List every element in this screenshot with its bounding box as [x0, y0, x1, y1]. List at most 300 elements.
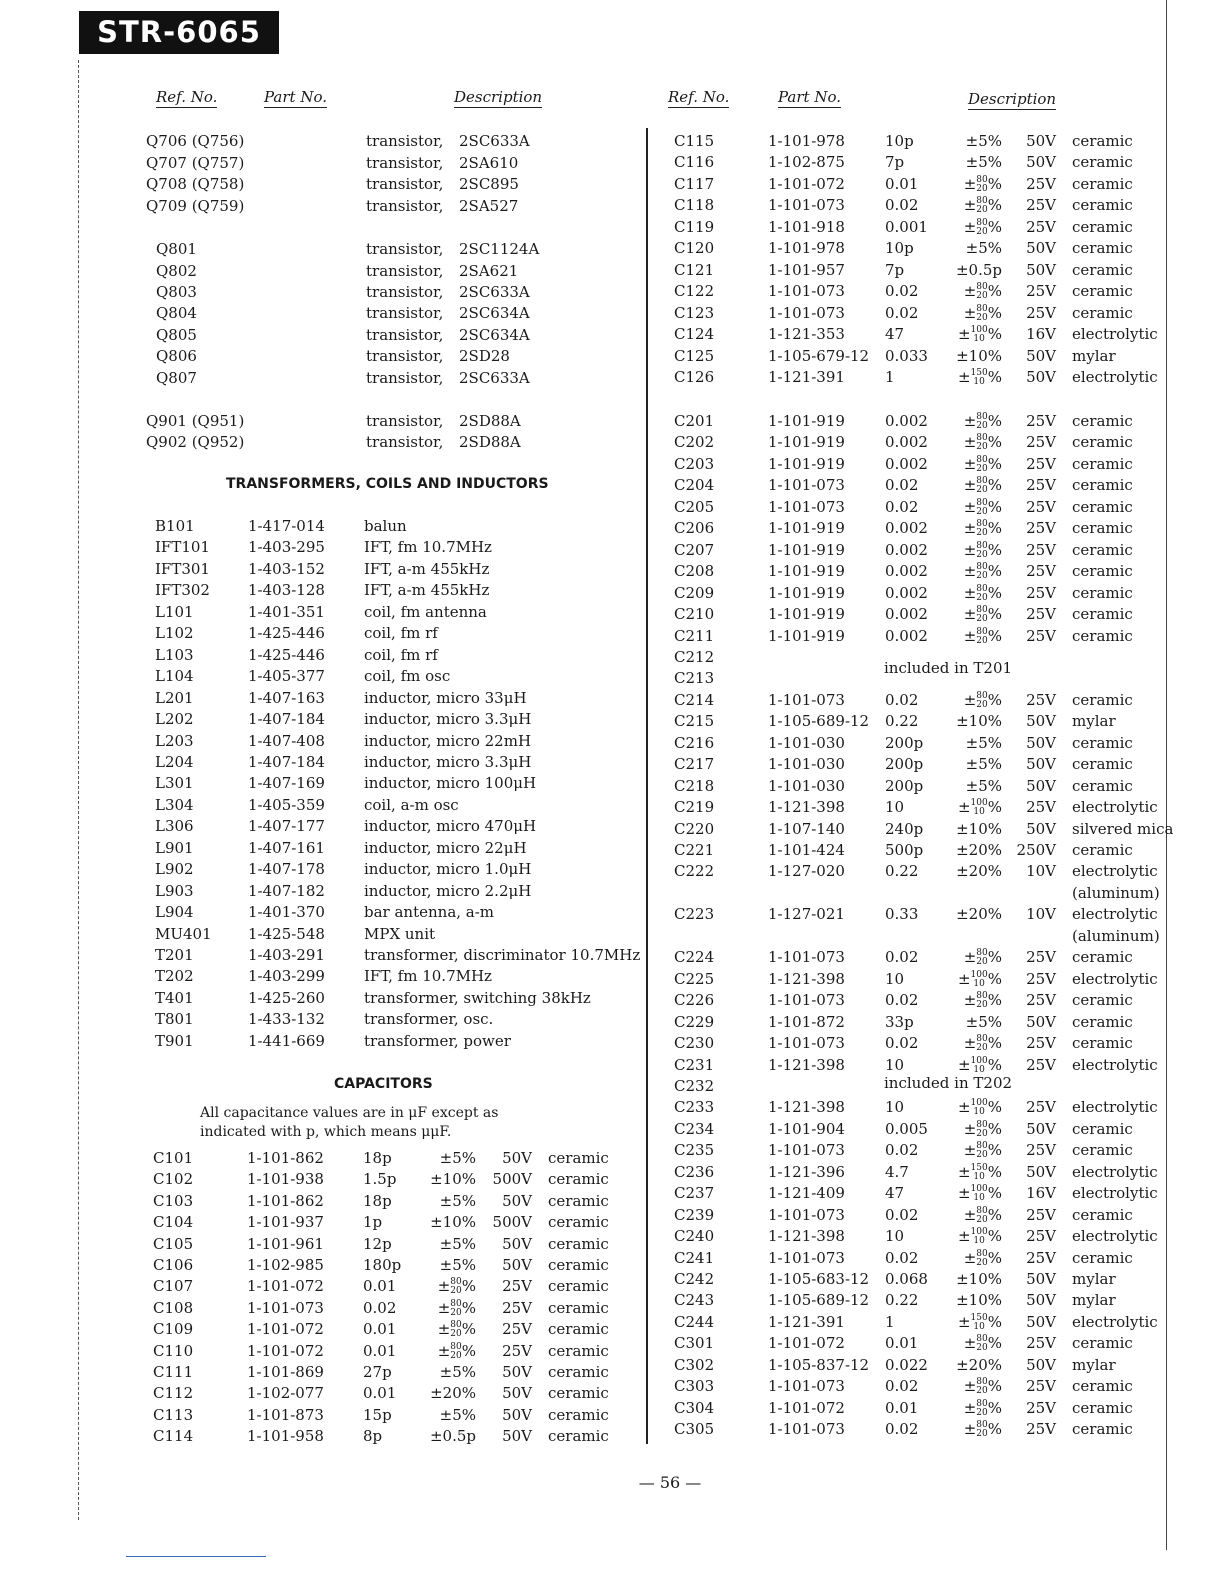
- tolerance-plus: 150: [970, 367, 988, 378]
- part-no: 1-127-020: [768, 862, 845, 881]
- part-no: 1-407-408: [248, 731, 325, 750]
- ref-no: C118: [674, 196, 715, 215]
- percent-sign: %: [987, 948, 1002, 967]
- voltage: 50V: [1026, 1355, 1056, 1374]
- ref-no: C126: [674, 367, 715, 386]
- capacitor-row: [0, 131, 1224, 152]
- plus-minus-sign: ±: [437, 1298, 451, 1317]
- tolerance-minus: 20: [976, 1043, 988, 1054]
- tolerance-minus: 20: [976, 549, 988, 560]
- value: 0.002: [885, 626, 928, 645]
- part-kind: transistor,: [366, 262, 444, 280]
- voltage: 25V: [1026, 1034, 1056, 1053]
- capacitor-row: [0, 647, 1224, 668]
- tolerance-plus: 80: [450, 1341, 462, 1352]
- value: 12p: [363, 1234, 392, 1253]
- voltage: 250V: [1016, 841, 1056, 859]
- voltage: 25V: [1026, 433, 1056, 452]
- plus-minus-sign: ±: [437, 1277, 451, 1296]
- part-no: 1-105-683-12: [768, 1270, 870, 1288]
- type: ceramic: [1072, 605, 1133, 624]
- voltage: 25V: [502, 1298, 532, 1317]
- tolerance-plus: 80: [976, 991, 988, 1002]
- tolerance: [932, 281, 1002, 302]
- percent-sign: %: [987, 454, 1002, 473]
- part-kind: transistor,: [366, 197, 444, 215]
- tolerance: ±5%: [965, 776, 1002, 795]
- tolerance-minus: 20: [976, 463, 988, 474]
- tolerance: [932, 475, 1002, 496]
- plus-minus-sign: ±: [963, 433, 977, 452]
- capacitor-row: [0, 690, 1224, 711]
- tolerance-fraction: [976, 499, 987, 517]
- voltage: 25V: [1026, 562, 1056, 581]
- value: 0.002: [885, 540, 928, 559]
- tolerance-minus: 20: [976, 1214, 988, 1225]
- tolerance-minus: 10: [973, 1193, 985, 1204]
- capacitor-row: [0, 1033, 1224, 1054]
- value: 0.002: [885, 583, 928, 602]
- capacitor-row: [0, 152, 1224, 173]
- part-no: 1-101-872: [768, 1012, 845, 1031]
- tolerance-minus: 20: [976, 571, 988, 582]
- part-no: 1-101-862: [247, 1149, 324, 1167]
- tolerance-minus: 20: [976, 528, 988, 539]
- tolerance-fraction: [976, 477, 987, 495]
- part-kind: transistor,: [366, 304, 444, 322]
- value: 10: [885, 798, 905, 817]
- plus-minus-sign: ±: [963, 540, 977, 559]
- description: coil, fm antenna: [364, 602, 487, 621]
- ref-no: C209: [674, 583, 715, 602]
- tolerance-fraction: [976, 434, 987, 452]
- tolerance-fraction: [976, 1400, 987, 1418]
- description: inductor, micro 470μH: [364, 817, 537, 836]
- part-no: 1-407-178: [248, 860, 325, 879]
- percent-sign: %: [987, 969, 1002, 988]
- tolerance-fraction: [971, 1185, 988, 1203]
- type: ceramic: [1072, 841, 1133, 859]
- ref-no: Q803: [156, 283, 197, 301]
- ref-no: C116: [674, 153, 715, 172]
- type: ceramic: [1072, 519, 1133, 538]
- ref-no: L304: [155, 795, 194, 814]
- type: ceramic: [1072, 733, 1133, 752]
- ref-no: Q901 (Q951): [146, 412, 245, 430]
- ref-no: C301: [674, 1334, 715, 1353]
- tolerance: [932, 367, 1002, 388]
- tolerance-plus: 80: [976, 1420, 988, 1431]
- tolerance: ±10%: [956, 346, 1002, 365]
- voltage: 25V: [502, 1320, 532, 1339]
- description: IFT, fm 10.7MHz: [364, 967, 492, 986]
- ref-no: L901: [155, 838, 194, 857]
- ref-no: C235: [674, 1141, 715, 1160]
- type: electrolytic: [1072, 969, 1158, 988]
- right-header-part: Part No.: [778, 88, 841, 106]
- tolerance-plus: 80: [976, 519, 988, 530]
- plus-minus-sign: ±: [957, 1227, 971, 1246]
- plus-minus-sign: ±: [963, 1119, 977, 1138]
- included-note-t202: included in T202: [884, 1074, 1013, 1092]
- ref-no: C304: [674, 1398, 715, 1417]
- voltage: 50V: [502, 1363, 532, 1381]
- value: 1.5p: [363, 1170, 397, 1189]
- tolerance-fraction: [976, 563, 987, 581]
- ref-no: C222: [674, 862, 715, 881]
- ref-no: C210: [674, 605, 715, 624]
- part-no: 1-403-299: [248, 967, 325, 986]
- value: 0.22: [885, 1291, 919, 1310]
- tolerance-minus: 20: [976, 1343, 988, 1354]
- percent-sign: %: [987, 519, 1002, 538]
- voltage: 50V: [1026, 132, 1056, 150]
- percent-sign: %: [987, 325, 1002, 344]
- voltage: 25V: [1026, 476, 1056, 495]
- capacitor-row: [0, 819, 1224, 840]
- value: 0.033: [885, 346, 928, 365]
- type: ceramic: [1072, 1420, 1133, 1439]
- tolerance-fraction: [976, 283, 987, 301]
- value: 47: [885, 1184, 905, 1203]
- ref-no: L204: [155, 752, 194, 771]
- capacitor-row: [0, 604, 1224, 625]
- tolerance: [932, 432, 1002, 453]
- tolerance-minus: 10: [973, 978, 985, 989]
- ref-no: C305: [674, 1420, 715, 1439]
- tolerance-plus: 80: [976, 1398, 988, 1409]
- type: ceramic: [548, 1234, 609, 1253]
- ref-no: C237: [674, 1184, 715, 1203]
- tolerance: ±5%: [439, 1234, 476, 1253]
- part-no: 1-101-424: [768, 841, 845, 859]
- tolerance-plus: 80: [976, 1205, 988, 1216]
- type: mylar: [1072, 712, 1116, 731]
- ref-no: C117: [674, 174, 715, 193]
- tolerance-plus: 100: [970, 325, 988, 336]
- tolerance-minus: 10: [973, 1064, 985, 1075]
- part-type: 2SC634A: [459, 304, 530, 322]
- plus-minus-sign: ±: [963, 282, 977, 301]
- plus-minus-sign: ±: [963, 1377, 977, 1396]
- plus-minus-sign: ±: [963, 690, 977, 709]
- ref-no: Q802: [156, 262, 197, 280]
- ref-no: C208: [674, 562, 715, 581]
- tolerance-plus: 80: [976, 1377, 988, 1388]
- part-type: 2SC1124A: [459, 240, 540, 258]
- ref-no: C101: [153, 1149, 194, 1167]
- ref-no: C114: [153, 1427, 194, 1446]
- type: mylar: [1072, 1270, 1116, 1288]
- tolerance-fraction: [976, 456, 987, 474]
- ref-no: C104: [153, 1213, 194, 1232]
- tolerance-fraction: [976, 305, 987, 323]
- capacitor-row: [0, 1205, 1224, 1226]
- part-no: 1-101-073: [768, 690, 845, 709]
- part-no: 1-121-398: [768, 1098, 845, 1117]
- description: inductor, micro 22μH: [364, 838, 527, 857]
- percent-sign: %: [987, 1162, 1002, 1181]
- type: electrolytic: [1072, 1312, 1158, 1331]
- tolerance-minus: 20: [976, 699, 988, 710]
- ref-no: L102: [155, 624, 194, 643]
- ref-no: L202: [155, 710, 194, 729]
- ref-no: C108: [153, 1298, 194, 1317]
- tolerance-fraction: [976, 219, 987, 237]
- ref-no: L201: [155, 688, 194, 707]
- description: bar antenna, a-m: [364, 903, 495, 922]
- capacitor-row: [0, 1097, 1224, 1118]
- tolerance: ±20%: [956, 1355, 1002, 1374]
- type: mylar: [1072, 1291, 1116, 1310]
- part-no: 1-101-073: [768, 991, 845, 1010]
- capacitor-row: [0, 947, 1224, 968]
- included-note-t201: included in T201: [884, 659, 1013, 677]
- ref-no: C202: [674, 433, 715, 452]
- part-no: 1-121-391: [768, 367, 845, 386]
- tolerance: [932, 1097, 1002, 1118]
- part-no: 1-101-961: [247, 1234, 324, 1253]
- part-no: 1-102-985: [247, 1256, 324, 1274]
- type: ceramic: [1072, 948, 1133, 967]
- tolerance-plus: 80: [976, 476, 988, 487]
- description: MPX unit: [364, 924, 436, 943]
- ref-no: C204: [674, 476, 715, 495]
- description: transformer, osc.: [364, 1010, 494, 1029]
- type: ceramic: [1072, 1012, 1133, 1031]
- type: mylar: [1072, 1355, 1116, 1374]
- plus-minus-sign: ±: [963, 605, 977, 624]
- percent-sign: %: [987, 217, 1002, 236]
- voltage: 25V: [1026, 217, 1056, 236]
- value: 8p: [363, 1427, 383, 1446]
- plus-minus-sign: ±: [963, 454, 977, 473]
- value: 47: [885, 325, 905, 344]
- tolerance-plus: 100: [970, 1055, 988, 1066]
- part-kind: transistor,: [366, 347, 444, 365]
- tolerance: ±0.5p: [955, 260, 1002, 279]
- capacitor-row: [0, 733, 1224, 754]
- tolerance: [932, 411, 1002, 432]
- value: 0.22: [885, 712, 919, 731]
- voltage: 25V: [1026, 1227, 1056, 1246]
- part-kind: transistor,: [366, 132, 444, 150]
- value: 0.002: [885, 433, 928, 452]
- voltage: 50V: [1026, 260, 1056, 279]
- part-no: 1-101-073: [768, 1205, 845, 1224]
- value: 0.002: [885, 454, 928, 473]
- tolerance-plus: 80: [976, 217, 988, 228]
- ref-no: C103: [153, 1191, 194, 1210]
- voltage: 50V: [1026, 1012, 1056, 1031]
- type: ceramic: [1072, 196, 1133, 215]
- tolerance: ±5%: [965, 733, 1002, 752]
- capacitor-row: [0, 238, 1224, 259]
- tolerance-minus: 20: [976, 485, 988, 496]
- percent-sign: %: [987, 1420, 1002, 1439]
- ref-no: L104: [155, 667, 194, 686]
- plus-minus-sign: ±: [963, 1398, 977, 1417]
- part-kind: transistor,: [366, 433, 444, 451]
- plus-minus-sign: ±: [957, 969, 971, 988]
- value: 1: [885, 367, 895, 386]
- tolerance: [932, 1312, 1002, 1333]
- part-no: 1-425-260: [248, 988, 325, 1007]
- tolerance-plus: 80: [976, 196, 988, 207]
- tolerance: [932, 969, 1002, 990]
- tolerance-plus: 100: [970, 1184, 988, 1195]
- percent-sign: %: [461, 1320, 476, 1339]
- tolerance-minus: 10: [973, 1171, 985, 1182]
- percent-sign: %: [987, 174, 1002, 193]
- tolerance: [932, 1162, 1002, 1183]
- ref-no: C119: [674, 217, 715, 236]
- part-no: 1-101-073: [768, 476, 845, 495]
- voltage: 25V: [1026, 1205, 1056, 1224]
- tolerance-minus: 10: [973, 1107, 985, 1118]
- ref-no: Q709 (Q759): [146, 197, 245, 215]
- ref-no: C230: [674, 1034, 715, 1053]
- ref-no: C229: [674, 1012, 715, 1031]
- tolerance: [932, 1033, 1002, 1054]
- part-no: 1-101-072: [768, 1334, 845, 1353]
- part-no: 1-403-128: [248, 581, 325, 600]
- plus-minus-sign: ±: [963, 217, 977, 236]
- capacitor-row: [0, 1226, 1224, 1247]
- value: 0.01: [885, 174, 919, 193]
- type: ceramic: [1072, 1377, 1133, 1396]
- tolerance-minus: 20: [976, 205, 988, 216]
- value: 0.01: [363, 1384, 397, 1403]
- type: ceramic: [1072, 132, 1133, 150]
- voltage: 25V: [502, 1277, 532, 1296]
- tolerance-fraction: [971, 326, 988, 344]
- part-no: 1-105-689-12: [768, 1291, 870, 1310]
- capacitor-row: [0, 1269, 1224, 1290]
- tolerance: [932, 303, 1002, 324]
- value: 10p: [885, 132, 914, 150]
- tolerance: [932, 1226, 1002, 1247]
- percent-sign: %: [987, 282, 1002, 301]
- percent-sign: %: [987, 991, 1002, 1010]
- voltage: 25V: [1026, 1055, 1056, 1074]
- tolerance-plus: 150: [970, 1312, 988, 1323]
- capacitor-row: [0, 367, 1224, 388]
- ref-no: C102: [153, 1170, 194, 1189]
- ref-no: C243: [674, 1291, 715, 1310]
- ref-no: L904: [155, 903, 194, 922]
- type: ceramic: [1072, 626, 1133, 645]
- type: ceramic: [1072, 282, 1133, 301]
- capacitor-row: [0, 346, 1224, 367]
- tolerance: [932, 626, 1002, 647]
- tolerance-minus: 20: [450, 1350, 462, 1361]
- tolerance: [932, 1140, 1002, 1161]
- value: 200p: [885, 733, 924, 752]
- value: 0.002: [885, 519, 928, 538]
- part-no: 1-121-398: [768, 798, 845, 817]
- value: 0.02: [885, 1377, 919, 1396]
- tolerance-plus: 80: [450, 1277, 462, 1288]
- tolerance-fraction: [976, 949, 987, 967]
- tolerance: [932, 1398, 1002, 1419]
- tolerance: ±5%: [439, 1256, 476, 1274]
- tolerance-plus: 80: [976, 626, 988, 637]
- plus-minus-sign: ±: [437, 1341, 451, 1360]
- type: ceramic: [1072, 562, 1133, 581]
- capacitor-row: [0, 561, 1224, 582]
- tolerance-fraction: [976, 1421, 987, 1439]
- part-no: 1-101-073: [768, 948, 845, 967]
- ref-no: C211: [674, 626, 715, 645]
- value: 0.02: [885, 476, 919, 495]
- capacitor-row: [0, 1248, 1224, 1269]
- capacitor-row: [0, 1076, 1224, 1097]
- part-type: 2SC633A: [459, 132, 530, 150]
- voltage: 25V: [1026, 605, 1056, 624]
- description: transformer, switching 38kHz: [364, 988, 591, 1007]
- tolerance: ±5%: [965, 1012, 1002, 1031]
- voltage: 50V: [502, 1405, 532, 1424]
- tolerance: ±10%: [956, 1291, 1002, 1310]
- voltage: 10V: [1026, 862, 1056, 881]
- tolerance-minus: 20: [976, 957, 988, 968]
- right-header-description: Description: [968, 90, 1057, 108]
- capacitor-row: [0, 776, 1224, 797]
- tolerance-plus: 100: [970, 969, 988, 980]
- ref-no: MU401: [155, 924, 212, 943]
- type: ceramic: [1072, 776, 1133, 795]
- part-no: 1-105-689-12: [768, 712, 870, 731]
- part-type: 2SA610: [459, 154, 519, 172]
- tolerance-plus: 150: [970, 1162, 988, 1173]
- ref-no: C212: [674, 647, 715, 666]
- ref-no: C233: [674, 1098, 715, 1117]
- part-no: 1-101-073: [768, 303, 845, 322]
- type: ceramic: [1072, 583, 1133, 602]
- capacitor-row: [0, 411, 1224, 432]
- plus-minus-sign: ±: [963, 476, 977, 495]
- part-no: 1-101-919: [768, 583, 845, 602]
- tolerance: ±5%: [439, 1405, 476, 1424]
- plus-minus-sign: ±: [963, 174, 977, 193]
- tolerance-plus: 80: [976, 690, 988, 701]
- tolerance: ±10%: [430, 1170, 476, 1189]
- capacitor-row: [0, 754, 1224, 775]
- tolerance-plus: 100: [970, 1098, 988, 1109]
- value: 4.7: [885, 1162, 909, 1181]
- percent-sign: %: [987, 583, 1002, 602]
- ref-no: Q707 (Q757): [146, 154, 245, 172]
- tolerance-minus: 20: [976, 1128, 988, 1139]
- description: coil, a-m osc: [364, 795, 459, 814]
- part-kind: transistor,: [366, 240, 444, 258]
- capacitor-row: [0, 1162, 1224, 1183]
- tolerance-minus: 20: [976, 614, 988, 625]
- voltage: 25V: [1026, 412, 1056, 430]
- ref-no: C207: [674, 540, 715, 559]
- type: ceramic: [548, 1320, 609, 1339]
- part-no: 1-407-169: [248, 774, 325, 793]
- voltage: 25V: [1026, 991, 1056, 1010]
- plus-minus-sign: ±: [963, 626, 977, 645]
- percent-sign: %: [987, 1098, 1002, 1117]
- tolerance-minus: 10: [973, 807, 985, 818]
- type: electrolytic: [1072, 862, 1158, 881]
- ref-no: Q902 (Q952): [146, 433, 245, 451]
- part-no: 1-425-446: [248, 645, 325, 664]
- tolerance-fraction: [976, 992, 987, 1010]
